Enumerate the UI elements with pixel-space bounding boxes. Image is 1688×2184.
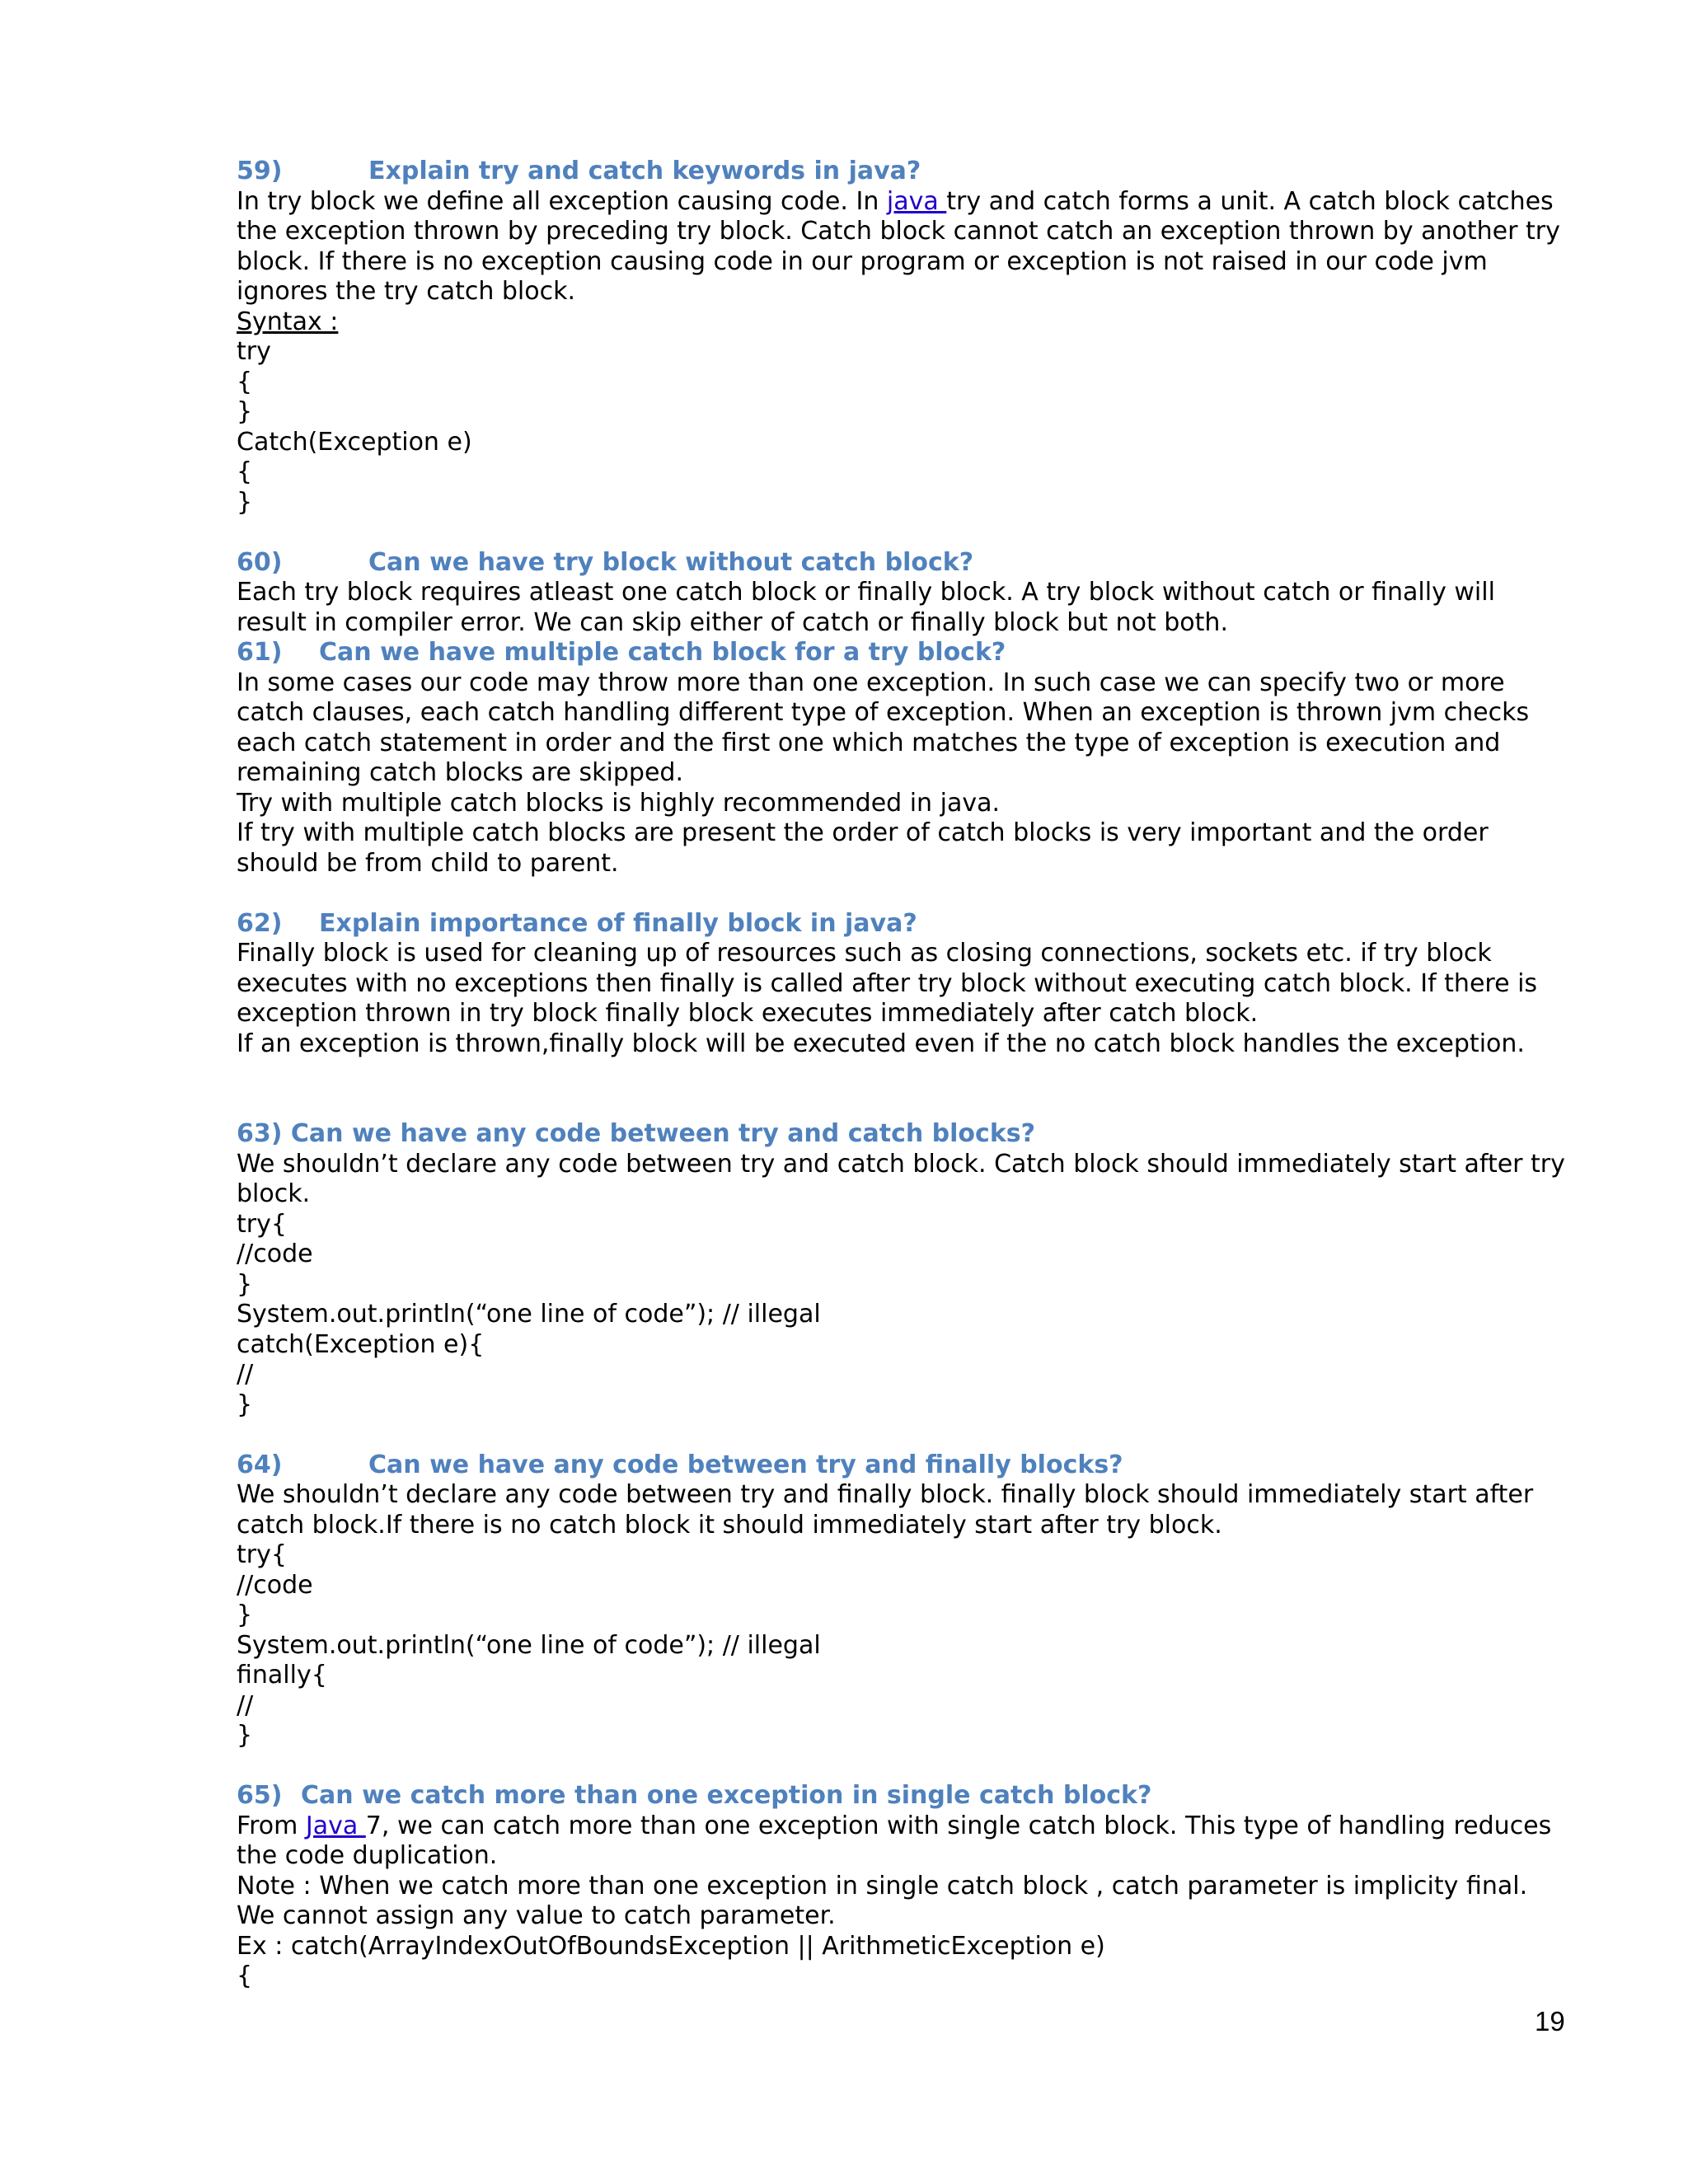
question-number: 61) xyxy=(237,638,283,667)
paragraph-line: Note : When we catch more than one exception in single catch block , catch parameter is implicity final. xyxy=(237,1871,1528,1900)
paragraph-line: exception thrown in try block finally block executes immediately after catch block. xyxy=(237,999,1259,1028)
paragraph-line: should be from child to parent. xyxy=(237,848,619,878)
paragraph-line: If try with multiple catch blocks are present the order of catch blocks is very important and the order xyxy=(237,818,1489,847)
paragraph-line: Try with multiple catch blocks is highly recommended in java. xyxy=(237,788,1001,818)
code-line: // xyxy=(237,1690,254,1720)
page-number: 19 xyxy=(1535,2006,1565,2036)
question-title: Explain try and catch keywords in java? xyxy=(368,157,921,185)
paragraph-line: executes with no exceptions then finally is called after try block without executing catch block. If there is xyxy=(237,968,1538,998)
paragraph-line: each catch statement in order and the first one which matches the type of exception is execution and xyxy=(237,728,1501,757)
question-number: 65) xyxy=(237,1781,283,1810)
paragraph-line: the exception thrown by preceding try block. Catch block cannot catch an exception thrown by another try xyxy=(237,217,1560,246)
question-63-heading: 63) Can we have any code between try and catch blocks? xyxy=(237,1119,1036,1148)
paragraph-line: We shouldn’t declare any code between try and catch block. Catch block should immediately start after try xyxy=(237,1149,1565,1179)
code-line: } xyxy=(237,1269,253,1299)
text-span: From xyxy=(237,1811,306,1840)
paragraph-line: catch block.If there is no catch block it should immediately start after try block. xyxy=(237,1510,1222,1540)
question-59-heading xyxy=(237,157,1605,187)
code-line: } xyxy=(237,1390,253,1419)
question-number: 59) xyxy=(237,157,283,185)
question-62-heading xyxy=(237,909,1605,940)
code-line: // xyxy=(237,1360,254,1389)
paragraph-line: In some cases our code may throw more than one exception. In such case we can specify two or more xyxy=(237,668,1505,697)
code-line: catch(Exception e){ xyxy=(237,1329,485,1359)
paragraph-line: the code duplication. xyxy=(237,1841,498,1870)
code-line: finally{ xyxy=(237,1661,327,1690)
question-61-heading xyxy=(237,638,1605,668)
code-line: try{ xyxy=(237,1540,287,1569)
paragraph-line: We cannot assign any value to catch parameter. xyxy=(237,1901,836,1930)
question-title: Can we have multiple catch block for a try block? xyxy=(319,638,1006,667)
text-span: 7, we can catch more than one exception with single catch block. This type of handling reduces xyxy=(365,1811,1552,1840)
question-title: Explain importance of finally block in java? xyxy=(319,908,917,938)
code-line: System.out.println(“one line of code”); // illegal xyxy=(237,1630,821,1660)
question-number: 64) xyxy=(237,1450,283,1479)
paragraph-line: remaining catch blocks are skipped. xyxy=(237,758,683,787)
text-span: In try block we define all exception causing code. In xyxy=(237,186,887,216)
paragraph-line: block. xyxy=(237,1179,311,1208)
paragraph-line: block. If there is no exception causing code in our program or exception is not raised in our code jvm xyxy=(237,246,1488,276)
paragraph-line xyxy=(237,1811,1605,1842)
paragraph-line: Finally block is used for cleaning up of resources such as closing connections, sockets etc. if try block xyxy=(237,939,1492,968)
paragraph-line: We shouldn’t declare any code between try and finally block. finally block should immediately start after xyxy=(237,1480,1534,1509)
paragraph-line: Ex : catch(ArrayIndexOutOfBoundsException || ArithmeticException e) xyxy=(237,1931,1105,1961)
paragraph-line: Each try block requires atleast one catch block or finally block. A try block without catch or finally will xyxy=(237,578,1495,607)
code-line: { xyxy=(237,457,253,486)
question-number: 62) xyxy=(237,908,283,938)
code-line: { xyxy=(237,1961,253,1990)
code-line: } xyxy=(237,487,253,517)
java-link[interactable]: Java xyxy=(305,1811,366,1840)
code-line: System.out.println(“one line of code”); // illegal xyxy=(237,1300,821,1329)
question-64-heading xyxy=(237,1451,1605,1481)
page-content xyxy=(237,157,1605,1992)
syntax-label: Syntax : xyxy=(237,307,339,336)
text-span: try and catch forms a unit. A catch block catches xyxy=(946,186,1554,216)
question-60-heading xyxy=(237,548,1605,579)
code-line: Catch(Exception e) xyxy=(237,427,472,457)
paragraph-line: ignores the try catch block. xyxy=(237,277,576,306)
paragraph-line xyxy=(237,187,1605,218)
paragraph-line: catch clauses, each catch handling different type of exception. When an exception is thrown jvm checks xyxy=(237,698,1530,727)
paragraph-line: If an exception is thrown,finally block will be executed even if the no catch block handles the exception. xyxy=(237,1029,1525,1058)
question-title: Can we have try block without catch block? xyxy=(368,547,974,577)
code-line: } xyxy=(237,1721,253,1750)
question-65-heading xyxy=(237,1781,1605,1811)
code-line: } xyxy=(237,397,253,426)
question-title: Can we catch more than one exception in single catch block? xyxy=(301,1781,1152,1810)
code-line: //code xyxy=(237,1570,313,1600)
question-title: Can we have any code between try and finally blocks? xyxy=(368,1450,1123,1479)
code-line: try xyxy=(237,337,271,366)
code-line: //code xyxy=(237,1240,313,1268)
paragraph-line: result in compiler error. We can skip either of catch or finally block but not both. xyxy=(237,607,1228,637)
code-line: } xyxy=(237,1601,253,1629)
java-link[interactable]: java xyxy=(886,186,947,216)
question-number: 60) xyxy=(237,547,283,577)
code-line: try{ xyxy=(237,1209,287,1239)
code-line: { xyxy=(237,367,253,396)
